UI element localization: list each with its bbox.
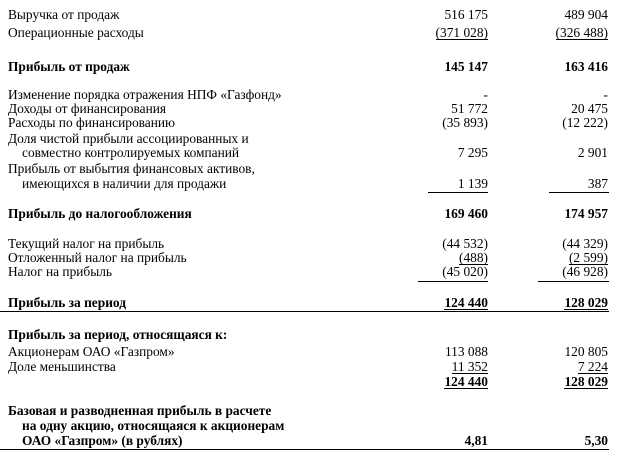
- row-label: Прибыль до налогообложения: [8, 206, 192, 221]
- row-label: совместно контролируемых компаний: [22, 145, 240, 160]
- row-label: Прибыль за период: [8, 295, 126, 310]
- row-label: Прибыль за период, относящаяся к:: [8, 327, 228, 342]
- row-revenue: [0, 8, 619, 22]
- value-col2: 163 416: [564, 59, 608, 74]
- row-disposal-gain: [0, 177, 619, 191]
- row-divider: [0, 449, 609, 450]
- value-col2: 5,30: [584, 433, 608, 448]
- value-col1: -: [483, 87, 488, 102]
- row-income-tax: [0, 265, 619, 279]
- row-profit-for-period: [0, 296, 619, 310]
- row-minority-interest: [0, 360, 619, 374]
- value-col2: 387: [587, 176, 608, 191]
- value-col1: (35 893): [442, 115, 488, 130]
- row-attributable-header: [0, 328, 619, 342]
- value-col1: 124 440: [444, 374, 488, 389]
- underline-col2: [549, 192, 609, 193]
- row-label: Доле меньшинства: [8, 359, 116, 374]
- underline-col2: [538, 281, 609, 282]
- value-col2: (44 329): [562, 236, 608, 251]
- value-col2: 489 904: [564, 7, 608, 22]
- row-divider: [0, 311, 609, 312]
- value-col1: 11 352: [451, 359, 488, 374]
- underline-col1: [428, 192, 488, 193]
- value-col1: 145 147: [444, 59, 488, 74]
- value-col2: (46 928): [562, 264, 608, 279]
- value-col2: -: [603, 87, 608, 102]
- row-label: Операционные расходы: [8, 25, 144, 40]
- row-operating-expenses: [0, 26, 619, 40]
- row-deferred-tax: [0, 251, 619, 265]
- underline-col1: [418, 281, 488, 282]
- row-associates-share: [0, 146, 619, 160]
- value-col2: 120 805: [564, 344, 608, 359]
- row-label: ОАО «Газпром» (в рублях): [22, 433, 183, 448]
- row-label: Доходы от финансирования: [8, 101, 167, 116]
- value-col2: 128 029: [564, 295, 608, 310]
- value-col2: 174 957: [564, 206, 608, 221]
- row-label: Доля чистой прибыли ассоциированных и: [8, 131, 249, 146]
- row-finance-income: [0, 102, 619, 116]
- row-label: Налог на прибыль: [8, 264, 113, 279]
- row-label: Прибыль от выбытия финансовых активов,: [8, 161, 255, 176]
- value-col2: 128 029: [564, 374, 608, 389]
- row-profit-before-tax: [0, 207, 619, 221]
- row-label: Акционерам ОАО «Газпром»: [8, 344, 175, 359]
- value-col1: 124 440: [444, 295, 488, 310]
- value-col1: (45 020): [442, 264, 488, 279]
- row-eps-line1: [0, 404, 619, 418]
- value-col2: 20 475: [571, 101, 608, 116]
- value-col1: 113 088: [444, 344, 488, 359]
- row-finance-expense: [0, 116, 619, 130]
- row-label: на одну акцию, относящаяся к акционерам: [22, 418, 285, 433]
- row-associates-line1: [0, 132, 619, 146]
- row-current-tax: [0, 237, 619, 251]
- row-operating-profit: [0, 60, 619, 74]
- row-label: Расходы по финансированию: [8, 115, 176, 130]
- row-label: Базовая и разводненная прибыль в расчете: [8, 403, 272, 418]
- row-label: Отложенный налог на прибыль: [8, 250, 187, 265]
- value-col1: (488): [458, 250, 488, 265]
- value-col1: 7 295: [457, 145, 488, 160]
- value-col1: 4,81: [464, 433, 488, 448]
- value-col1: 169 460: [444, 206, 488, 221]
- value-col2: 7 224: [577, 359, 608, 374]
- row-eps-line2: [0, 419, 619, 433]
- row-disposal-line1: [0, 162, 619, 176]
- value-col1: 1 139: [457, 176, 488, 191]
- value-col2: (326 488): [555, 25, 608, 40]
- value-col2: (2 599): [568, 250, 608, 265]
- row-label: Прибыль от продаж: [8, 59, 130, 74]
- value-col2: 2 901: [577, 145, 608, 160]
- row-label: Текущий налог на прибыль: [8, 236, 165, 251]
- value-col2: (12 222): [562, 115, 608, 130]
- row-label: имеющихся в наличии для продажи: [22, 176, 227, 191]
- value-col1: (371 028): [435, 25, 488, 40]
- value-col1: 51 772: [451, 101, 488, 116]
- row-label: Выручка от продаж: [8, 7, 120, 22]
- value-col1: (44 532): [442, 236, 488, 251]
- row-attributable-total: [0, 375, 619, 389]
- row-label: Изменение порядка отражения НПФ «Газфонд»: [8, 87, 282, 102]
- row-eps: [0, 434, 619, 448]
- value-col1: 516 175: [444, 7, 488, 22]
- row-gazfond-change: [0, 88, 619, 102]
- row-gazprom-shareholders: [0, 345, 619, 359]
